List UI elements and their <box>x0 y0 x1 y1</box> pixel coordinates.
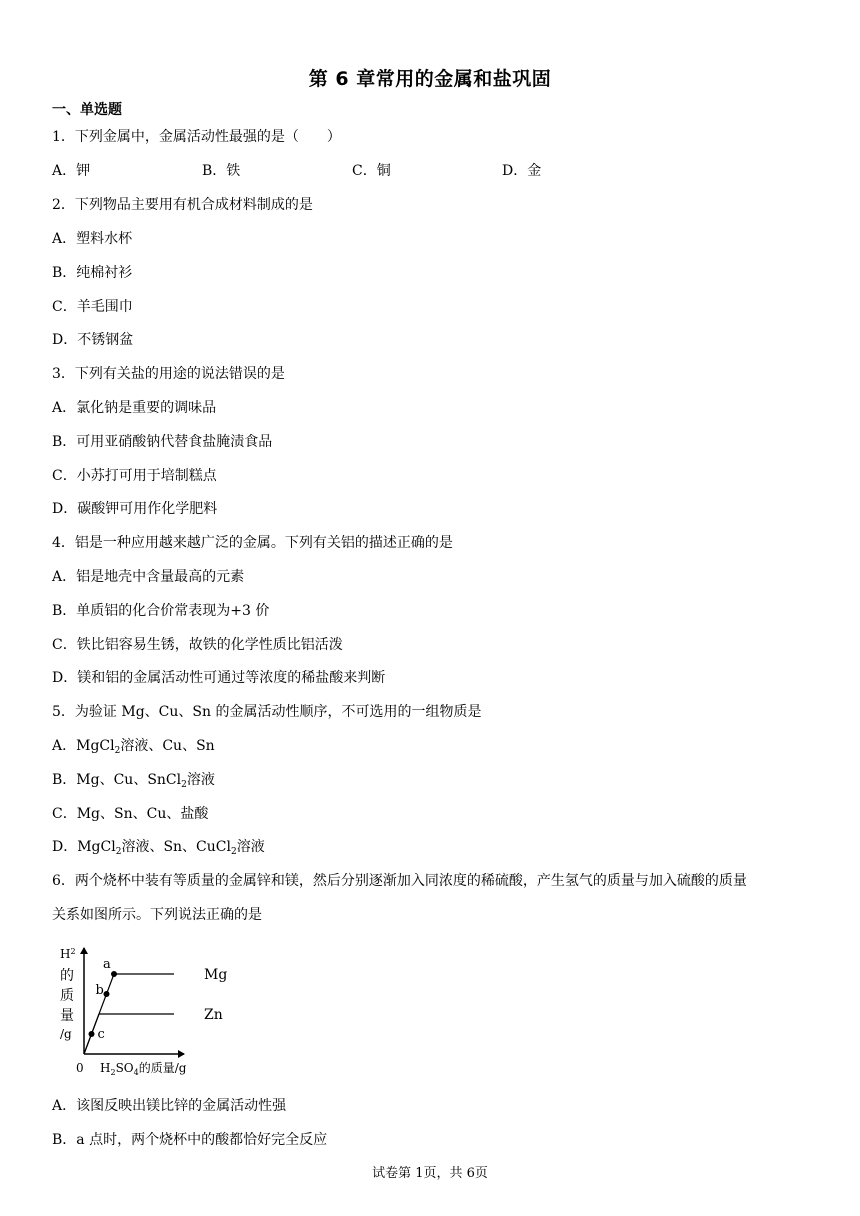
q6-option-a: A．该图反映出镁比锌的金属活动性强 <box>52 1098 287 1114</box>
question-1-stem: 1．下列金属中，金属活动性最强的是（ ） <box>52 129 341 145</box>
q4-option-c: C．铁比铝容易生锈，故铁的化学性质比铝活泼 <box>52 637 343 653</box>
q3-option-d: D．碳酸钾可用作化学肥料 <box>52 501 218 517</box>
q3-option-c: C．小苏打可用于培制糕点 <box>52 468 217 484</box>
point-label-b: b <box>95 983 104 998</box>
question-6-stem-line-2: 关系如图所示。下列说法正确的是 <box>52 907 262 923</box>
x-axis-label: $H_2SO_4$的质量/g <box>100 1061 187 1077</box>
y-axis-label-unit: /g <box>60 1027 72 1041</box>
q4-option-a: A．铝是地壳中含量最高的元素 <box>52 569 245 585</box>
page-footer: 试卷第 1页，共 6页 <box>372 1166 488 1181</box>
question-4-stem: 4．铝是一种应用越来越广泛的金属。下列有关铝的描述正确的是 <box>52 535 453 551</box>
point-c <box>89 1031 95 1037</box>
q1-option-a: A．钾 <box>52 163 91 179</box>
q2-option-a: A．塑料水杯 <box>52 231 133 247</box>
q4-option-d: D．镁和铝的金属活动性可通过等浓度的稀盐酸来判断 <box>52 670 386 686</box>
q3-option-b: B．可用亚硝酸钠代替食盐腌渍食品 <box>52 434 273 450</box>
q5-option-d: D．MgCl$_2$溶液、Sn、CuCl$_2$溶液 <box>52 839 265 857</box>
point-label-c: c <box>97 1027 105 1042</box>
q5-option-b: B．Mg、Cu、SnCl$_2$溶液 <box>52 772 215 790</box>
y-axis-label-char-3: 量 <box>60 1008 74 1024</box>
point-a <box>111 971 117 977</box>
y-axis-label-char-2: 质 <box>60 988 74 1004</box>
question-5-stem: 5．为验证 Mg、Cu、Sn 的金属活动性顺序，不可选用的一组物质是 <box>52 704 482 720</box>
question-6-stem-line-1: 6．两个烧杯中装有等质量的金属锌和镁，然后分别逐渐加入同浓度的稀硫酸，产生氢气的质量与加入硫酸的质量 <box>52 873 747 889</box>
point-b <box>104 991 110 997</box>
q4-option-b: B．单质铝的化合价常表现为+3 价 <box>52 603 270 619</box>
point-label-a: a <box>103 957 111 972</box>
origin-label: 0 <box>76 1061 84 1075</box>
q2-option-d: D．不锈钢盆 <box>52 332 134 348</box>
question-2-stem: 2．下列物品主要用有机合成材料制成的是 <box>52 197 313 213</box>
question-1-options <box>52 162 812 180</box>
y-axis-label-formula: $H^2$ <box>60 947 76 961</box>
q3-option-a: A．氯化钠是重要的调味品 <box>52 400 217 416</box>
q2-option-b: B．纯棉衬衫 <box>52 265 133 281</box>
q6-option-b: B．a 点时，两个烧杯中的酸都恰好完全反应 <box>52 1132 328 1148</box>
q1-option-c: C．铜 <box>352 163 391 179</box>
q1-option-b: B．铁 <box>202 163 241 179</box>
q5-option-a: A．MgCl$_2$溶液、Cu、Sn <box>52 738 215 756</box>
series-layer <box>84 967 227 1054</box>
series-label-zn: Zn <box>204 1007 223 1023</box>
y-axis-label-char-1: 的 <box>60 968 74 984</box>
series-label-mg: Mg <box>204 967 228 983</box>
question-3-stem: 3．下列有关盐的用途的说法错误的是 <box>52 366 285 382</box>
q1-option-d: D．金 <box>502 163 542 179</box>
section-heading: 一、单选题 <box>52 102 122 118</box>
page-title: 第 6 章常用的金属和盐巩固 <box>308 68 552 90</box>
q5-option-c: C．Mg、Sn、Cu、盐酸 <box>52 806 209 822</box>
hydrogen-mass-chart <box>52 944 228 1080</box>
q2-option-c: C．羊毛围巾 <box>52 299 133 315</box>
